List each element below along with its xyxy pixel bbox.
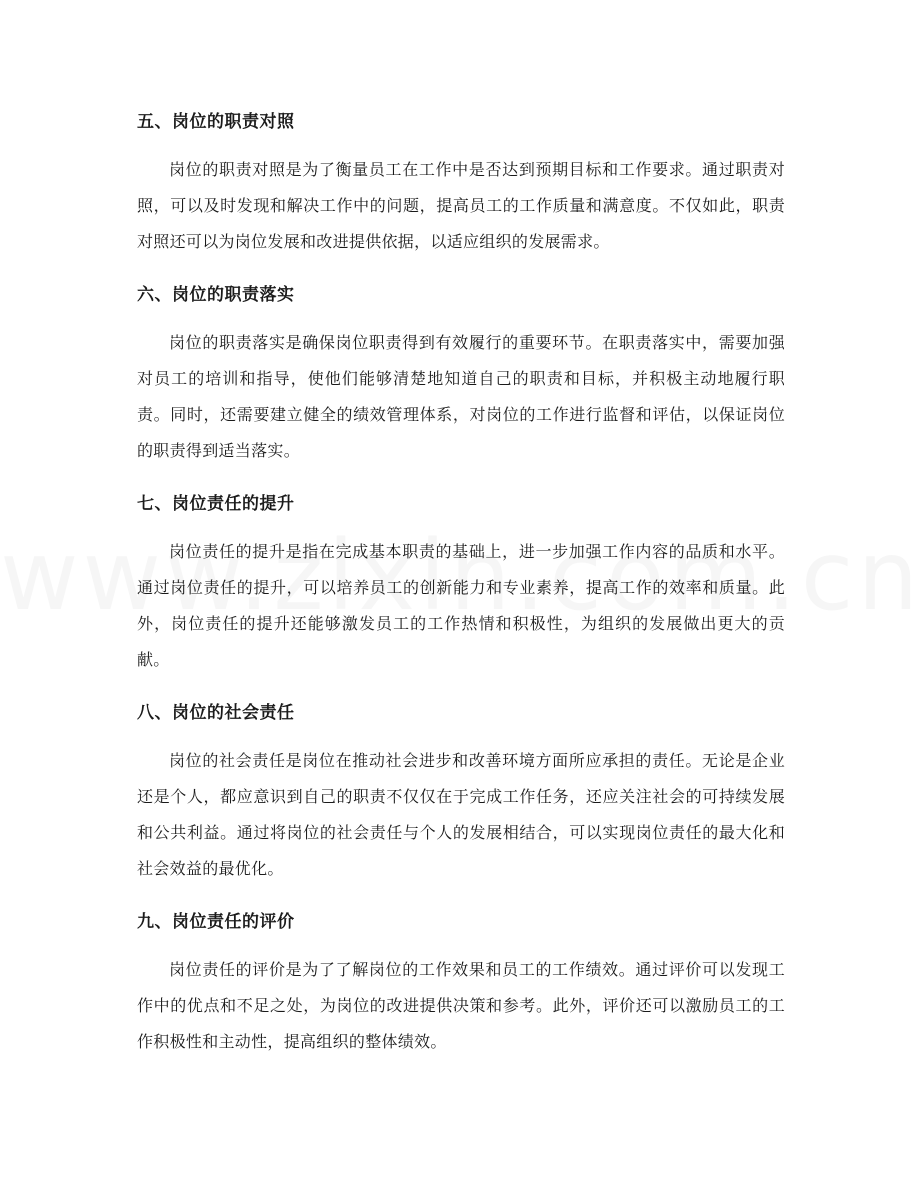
section-paragraph: 岗位的职责对照是为了衡量员工在工作中是否达到预期目标和工作要求。通过职责对照，可以及时发现和解决工作中的问题，提高员工的工作质量和满意度。不仅如此，职责对照还可以为岗位发展和改进提供依据，以适应组织的发展需求。 <box>137 160 785 251</box>
section-9 <box>137 904 785 1060</box>
section-8 <box>137 695 785 887</box>
section-paragraph: 岗位责任的提升是指在完成基本职责的基础上，进一步加强工作内容的品质和水平。通过岗位责任的提升，可以培养员工的创新能力和专业素养，提高工作的效率和质量。此外，岗位责任的提升还能够激发员工的工作热情和积极性，为组织的发展做出更大的贡献。 <box>137 542 785 669</box>
section-paragraph: 岗位的职责落实是确保岗位职责得到有效履行的重要环节。在职责落实中，需要加强对员工的培训和指导，使他们能够清楚地知道自己的职责和目标，并积极主动地履行职责。同时，还需要建立健全的绩效管理体系，对岗位的工作进行监督和评估，以保证岗位的职责得到适当落实。 <box>137 333 785 460</box>
section-paragraph: 岗位责任的评价是为了了解岗位的工作效果和员工的工作绩效。通过评价可以发现工作中的优点和不足之处，为岗位的改进提供决策和参考。此外，评价还可以激励员工的工作积极性和主动性，提高组织的整体绩效。 <box>137 960 785 1051</box>
section-title: 六、岗位的职责落实 <box>137 285 295 305</box>
section-5 <box>137 104 785 260</box>
document-page <box>137 104 785 1077</box>
section-paragraph: 岗位的社会责任是岗位在推动社会进步和改善环境方面所应承担的责任。无论是企业还是个人，都应意识到自己的职责不仅仅在于完成工作任务，还应关注社会的可持续发展和公共利益。通过将岗位的社会责任与个人的发展相结合，可以实现岗位责任的最大化和社会效益的最优化。 <box>137 751 785 878</box>
section-title: 五、岗位的职责对照 <box>137 112 295 132</box>
section-6 <box>137 277 785 469</box>
section-title: 七、岗位责任的提升 <box>137 494 295 514</box>
section-7 <box>137 486 785 678</box>
section-title: 八、岗位的社会责任 <box>137 703 295 723</box>
section-title: 九、岗位责任的评价 <box>137 912 295 932</box>
